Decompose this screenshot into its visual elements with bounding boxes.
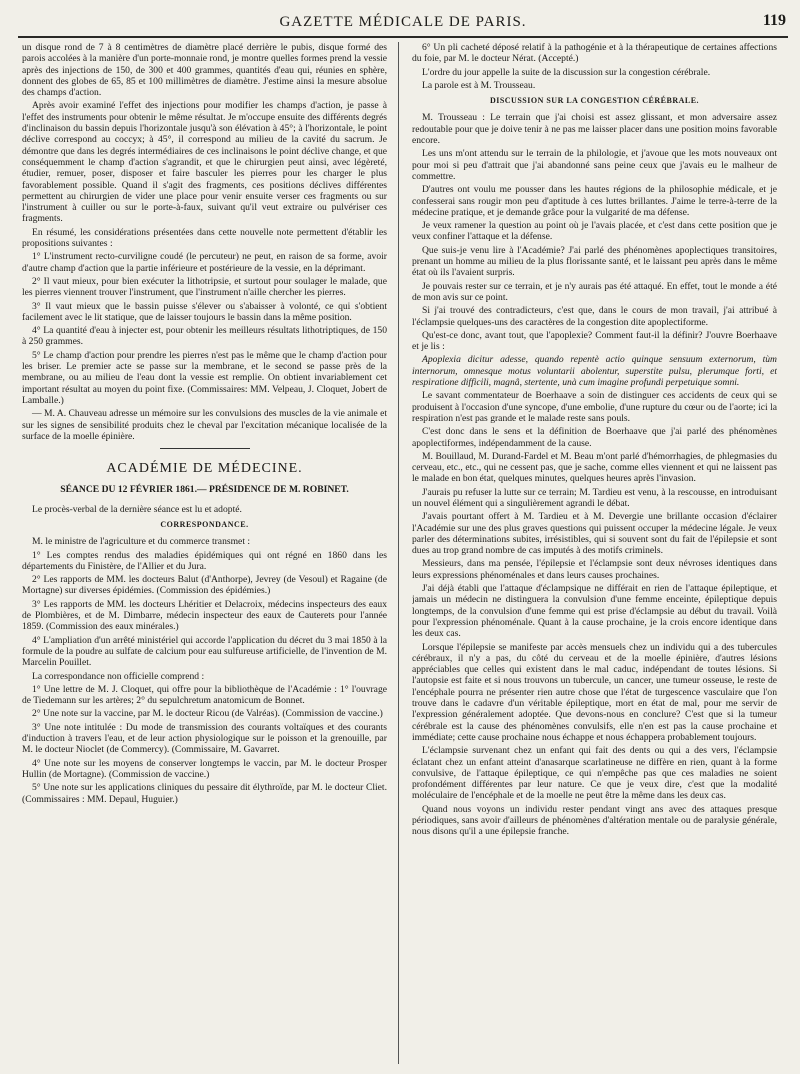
page-number: 119 <box>762 12 786 29</box>
section-divider <box>160 448 250 449</box>
paragraph: Après avoir examiné l'effet des injections pour modifier les champs d'action, je passe à l'effet des instruments pour obtenir le même résultat. Je m'occupe ensuite des différents degrés d'inclinaison du bassin depuis l'horizontale jusqu'à son élévation à 45°; à l'horizontale, le point déclive correspond au coccyx; à 45°, il correspond au milieu de la cavité du sacrum. Je démontre que dans les degrés intermédiaires de ces inclinaisons le point déclive change, et que conséquemment le champ d'action s'agrandit, et que le chirurgien peut ainsi, avec légèreté, étudier, remuer, poser, disposer et faire basculer les pierres pour les charger le plus favorablement possible. Quand il s'agit des fragments, ces positions déclives différentes permettent au chirurgien de vider une place pour venir ensuite verser ces fragments ou sur l'instrument à cuiller ou sur le porte-à-faux, suivant qu'il veut extraire ou pulvériser ces fragments. <box>22 100 387 225</box>
paragraph: Lorsque l'épilepsie se manifeste par accès mensuels chez un individu qui a des tubercules cérébraux, il n'y a pas, du côté du cerveau et de la moelle épinière, d'autres lésions appréciables que celles qui existent dans le mal caduc, indépendant de toutes lésions. Si l'autopsie est faite et si nous trouvons un tubercule, un cancer, une tumeur osseuse, le reste de l'encéphale pourra ne présenter rien autre chose que l'état de turgescence vasculaire que l'on trouve dans le cadavre d'un véritable épileptique, mort en état de mal, pour me servir de l'expression généralement adoptée. Que devons-nous en conclure? C'est que si la tumeur cérébrale est la cause des phénomènes convulsifs, elle n'en est pas la cause prochaine et immédiate; cette cause prochaine nous échappe et nous échappera probablement toujours. <box>412 641 777 743</box>
paragraph: Je veux ramener la question au point où je l'avais placée, et c'est dans cette position que je veux confiner l'attaque et la défense. <box>412 220 777 243</box>
paragraph: — M. A. Chauveau adresse un mémoire sur les convulsions des muscles de la vie animale et sur les signes de sensibilité produits chez le cheval par l'excitation mécanique localisée de la surface de la moelle épinière. <box>22 408 387 442</box>
paragraph: C'est donc dans le sens et la définition de Boerhaave que j'ai parlé des phénomènes apoplectiformes, indépendamment de la cause. <box>412 426 777 449</box>
paragraph: M. Bouillaud, M. Durand-Fardel et M. Beau m'ont parlé d'hémorrhagies, de phlegmasies du cerveau, etc., etc., qui ne cessent pas, que je sache, comme elles viennent et qui ne laissent pas le malade en bon état, quelques minutes, quelques heures après l'invasion. <box>412 450 777 485</box>
paragraph: En résumé, les considérations présentées dans cette nouvelle note permettent d'établir les propositions suivantes : <box>22 226 387 250</box>
paragraph: L'éclampsie survenant chez un enfant qui fait des dents ou qui a des vers, l'éclampsie éclatant chez un enfant atteint d'anasarque scarlatineuse ne diffère en rien, quant à la forme convulsive, de l'attaque épileptique, ce qui n'empêche pas que ces maladies ne soient profondément différentes par leur nature. Ce que je veux dire, c'est que la modalité moléculaire de l'encéphale et de la moelle ne peut être la même dans les deux cas. <box>412 745 777 802</box>
latin-quotation: Apoplexia dicitur adesse, quando repentè actio quinque sensuum externorum, tùm internorum, omnesque motus voluntarii abolentur, superstite pulsu, plerumque forti, et respiratione difficili, magnâ, stertente, unà cum imagine profundi perpetuique somni. <box>412 354 777 389</box>
correspondance-heading: CORRESPONDANCE. <box>160 519 249 529</box>
paragraph: J'avais pourtant offert à M. Tardieu et à M. Devergie une brillante occasion d'éclairer l'Académie sur une des plus graves questions qui puissent occuper la médecine légale. Je veux parler des déterminations subites, irrésistibles, qui si souvent sont du fait de l'épilepsie et sont dues au trop grand nombre de cas imputés à des motifs criminels. <box>412 511 777 557</box>
proposition-item: 5° Le champ d'action pour prendre les pierres n'est pas le même que le champ d'action pour les briser. Le premier acte se passe sur la membrane, et le second se passe près de la membrane, ou au milieu de l'eau dont la vessie est remplie. On obtient invariablement cet important résultat au moyen du point fixe. (Commissaires: MM. Velpeau, J. Cloquet, Jobert de Lamballe.) <box>22 349 387 406</box>
list-item: 2° Les rapports de MM. les docteurs Balut (d'Anthorpe), Jevrey (de Vesoul) et Ragaine (de Mortagne) sur diverses épidémies. (Commission des épidémies.) <box>22 574 387 597</box>
paragraph: Qu'est-ce donc, avant tout, que l'apoplexie? Comment faut-il la définir? J'ouvre Boerhaave et je lis : <box>412 329 777 353</box>
proposition-item: 1° L'instrument recto-curviligne coudé (le percuteur) ne peut, en raison de sa forme, avoir d'autre champ d'action que la partie inférieure et postérieure de la vessie, en la déprimant. <box>22 251 387 274</box>
paragraph: Je pouvais rester sur ce terrain, et je n'y aurais pas été attaqué. En effet, tout le monde a été de mon avis sur ce point. <box>412 280 777 303</box>
academy-title: ACADÉMIE DE MÉDECINE. <box>106 461 303 477</box>
proposition-item: 3° Il vaut mieux que le bassin puisse s'élever ou s'abaisser à volonté, ce qui s'obtient facilement avec le lit statique, que de laisser toujours le bassin dans la même position. <box>22 300 387 323</box>
list-item: 6° Un pli cacheté déposé relatif à la pathogénie et à la thérapeutique de certaines affections du foie, par M. le docteur Nérat. (Accepté.) <box>412 42 777 65</box>
paragraph: L'ordre du jour appelle la suite de la discussion sur la congestion cérébrale. <box>422 66 711 78</box>
column-divider <box>398 42 399 1064</box>
paragraph: M. le ministre de l'agriculture et du commerce transmet : <box>32 536 251 548</box>
paragraph: Le procès-verbal de la dernière séance est lu et adopté. <box>32 503 242 515</box>
paragraph: La correspondance non officielle comprend : <box>32 670 205 682</box>
list-item: 2° Une note sur la vaccine, par M. le docteur Ricou (de Valréas). (Commission de vaccine.) <box>32 708 383 720</box>
paragraph: Quand nous voyons un individu rester pendant vingt ans avec des attaques presque périodiques, sans avoir d'ailleurs de phénomènes d'altération mentale ou de paralysie générale, nous disons qu'il a une épilepsie franche. <box>412 803 777 838</box>
paragraph: Les uns m'ont attendu sur le terrain de la philologie, et j'avoue que les mots nouveaux ont pour moi si peu d'attrait que j'ai abandonné sans peine ceux que j'avais eu le malheur de commettre. <box>412 148 777 182</box>
list-item: 3° Une note intitulée : Du mode de transmission des courants voltaïques et des courants d'induction à travers l'eau, et de leur action physiologique sur le poisson et la grenouille, par M. le docteur Nioclet (de Commercy). (Commissaire, M. Gavarret. <box>22 721 387 756</box>
paragraph: D'autres ont voulu me pousser dans les hautes régions de la philosophie médicale, et je confesserai sans rougir mon peu d'aptitude à ces luttes brillantes. J'aime le terre-à-terre de la médecine pratique, et je demande grâce pour la vulgarité de ma défense. <box>412 184 777 218</box>
paragraph: Messieurs, dans ma pensée, l'épilepsie et l'éclampsie sont deux névroses identiques dans leurs expressions phénoménales et dans leurs causes prochaines. <box>412 558 777 581</box>
paragraph: J'aurais pu refuser la lutte sur ce terrain; M. Tardieu est venu, à la rescousse, en introduisant un nouvel élément qui a singulièrement agrandi le débat. <box>412 486 777 509</box>
list-item: 1° Une lettre de M. J. Cloquet, qui offre pour la bibliothèque de l'Académie : 1° l'ouvrage de Tiedemann sur les artères; 2° du sepulchretum anatomicum de Bonnet. <box>22 683 387 707</box>
left-column <box>22 42 387 1066</box>
paragraph: La parole est à M. Trousseau. <box>422 79 536 91</box>
paragraph: Le savant commentateur de Boerhaave a soin de distinguer ces accidents de ceux qui se produisent à l'occasion d'une syncope, d'une embolie, d'une rupture du cœur ou de l'aorte; ici la respiration n'est pas grande et le malade reste sans pouls. <box>412 390 777 424</box>
list-item: 3° Les rapports de MM. les docteurs Lhéritier et Delacroix, médecins inspecteurs des eaux de Plombières, et de M. Dimbarre, médecin inspecteur des eaux de Cauterets pour l'année 1859. (Commission des eaux minérales.) <box>22 598 387 633</box>
paragraph: J'ai déjà établi que l'attaque d'éclampsique ne différait en rien de l'attaque épileptique, et jamais un médecin ne distinguera la convulsion d'une femme enceinte, épileptique depuis longtemps, de la convulsion d'une femme qui est prise d'éclampsie au début du travail. Voilà pour l'expression phénoménale. Quant à la cause prochaine, je la crois encore identique dans les deux cas. <box>412 583 777 640</box>
session-heading: SÉANCE DU 12 FÉVRIER 1861.— PRÉSIDENCE DE M. ROBINET. <box>60 484 349 496</box>
gazette-title: GAZETTE MÉDICALE DE PARIS. <box>279 14 527 30</box>
right-column <box>412 42 777 1066</box>
paragraph: un disque rond de 7 à 8 centimètres de diamètre placé derrière le pubis, disque formé des parois accolées à la manière d'un porte-monnaie rond, je montre quelles formes prend la vessie après des injections de 150, de 300 et 400 grammes, quantités d'eau qui, réunies en sphère, donnent des globes de 65, 85 et 100 millimètres de diamètre. J'estime ainsi la mesure absolue des champs d'action. <box>22 42 387 99</box>
paragraph: Que suis-je venu lire à l'Académie? J'ai parlé des phénomènes apoplectiques transitoires, prenant un homme au milieu de la plus florissante santé, et le laissant peu après dans le même état où ils l'avaient surpris. <box>412 244 777 279</box>
page-header <box>18 8 788 38</box>
paragraph: Si j'ai trouvé des contradicteurs, c'est que, dans le cours de mon travail, j'ai attribué à l'éclampsie quelques-uns des caractères de la congestion dite apoplectiforme. <box>412 305 777 328</box>
discussion-heading: DISCUSSION SUR LA CONGESTION CÉRÉBRALE. <box>489 96 700 106</box>
list-item: 1° Les comptes rendus des maladies épidémiques qui ont régné en 1860 dans les départements du Finistère, de l'Allier et du Jura. <box>22 549 387 572</box>
list-item: 5° Une note sur les applications cliniques du pessaire dit élythroïde, par M. le docteur Cliet. (Commissaires : MM. Depaul, Huguier.) <box>22 782 387 805</box>
paragraph: M. Trousseau : Le terrain que j'ai choisi est assez glissant, et mon adversaire assez redoutable pour que je doive tenir à ne pas me laisser placer dans une position moins favorable encore. <box>412 112 777 147</box>
list-item: 4° L'ampliation d'un arrêté ministériel qui accorde l'application du décret du 3 mai 1850 à la formule de la poudre au sulfate de calcium pour eau sulfureuse artificielle, de l'invention de M. Marcelin Pouillet. <box>22 634 387 669</box>
proposition-item: 2° Il vaut mieux, pour bien exécuter la lithotripsie, et surtout pour soulager le malade, que les pierres viennent trouver l'instrument, que l'instrument n'aille chercher les pierres. <box>22 275 387 299</box>
proposition-item: 4° La quantité d'eau à injecter est, pour obtenir les meilleurs résultats lithotriptiques, de 150 à 250 grammes. <box>22 325 387 348</box>
list-item: 4° Une note sur les moyens de conserver longtemps le vaccin, par M. le docteur Prosper Hullin (de Mortagne). (Commission de vaccine.) <box>22 757 387 780</box>
